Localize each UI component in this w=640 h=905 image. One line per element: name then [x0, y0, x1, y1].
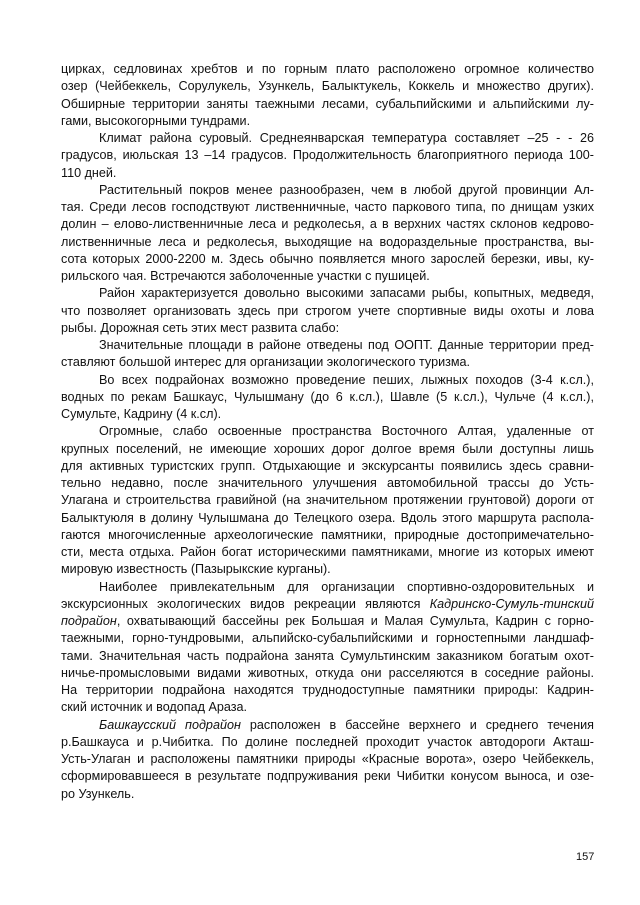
text-line: [61, 61, 594, 78]
text-run: Наиболее привлекательным для организации спортивно-оздоровительных и: [99, 579, 594, 594]
paragraph: [61, 372, 594, 424]
text-run: сота которых 2000-2200 м. Здесь обычно появляется много зарослей березки, ивы, ку-: [61, 251, 594, 266]
text-run: крупных поселений, не имеющие хороших дорог долгое время были доступны лишь: [61, 441, 594, 456]
text-line: [61, 734, 594, 751]
text-run: ничье-промысловыми видами животных, откуда они расселяются в соседние районы.: [61, 665, 594, 680]
text-line: [61, 165, 594, 182]
text-line: [61, 216, 594, 233]
page-number: 157: [576, 851, 595, 863]
text-line: [61, 441, 594, 458]
paragraph: [61, 337, 594, 372]
text-line: [61, 510, 594, 527]
text-line: [61, 527, 594, 544]
paragraph: [61, 423, 594, 578]
text-run: Значительные площади в районе отведены под ООПТ. Данные территории пред-: [99, 338, 594, 352]
paragraph: [61, 717, 594, 803]
italic-term: подрайон: [61, 614, 117, 628]
text-run: водных по рекам Башкаус, Чулышману (до 6 к.сл.), Шавле (5 к.сл.), Чульче (4 к.сл.),: [61, 389, 594, 404]
text-run: Сумульте, Кадрину (4 к.сл).: [61, 407, 222, 421]
text-run: Улагана и строительства гравийной (на значительном протяжении грунтовой) дороги от: [61, 493, 594, 508]
text-line: [61, 268, 594, 285]
text-line: [61, 458, 594, 475]
text-run: гаются многочисленные археологические памятники, природные достопримечательно-: [61, 527, 594, 542]
text-run: Усть-Улаган и расположены памятники природы «Красные ворота», озеро Чейбеккель,: [61, 752, 594, 766]
text-line: [61, 768, 594, 785]
text-run: , охватывающий бассейны рек Большая и Малая Сумульта, Кадрин с горно-: [116, 614, 594, 628]
text-line: [61, 423, 594, 440]
text-line: [61, 303, 594, 320]
text-line: [61, 682, 594, 699]
text-run: экскурсионных экологических видов рекреации являются: [61, 596, 430, 611]
text-line: [61, 389, 594, 406]
text-line: [61, 492, 594, 509]
text-line: [61, 251, 594, 268]
text-run: Растительный покров менее разнообразен, чем в любой другой провинции Ал-: [99, 182, 594, 197]
text-run: таежными, горно-тундровыми, альпийско-субальпийскими и горностепными ландшаф-: [61, 631, 594, 646]
text-run: На территории подрайона находятся труднодоступные памятники природы: Кадрин-: [61, 683, 594, 697]
text-line: [61, 648, 594, 665]
text-run: гами, высокогорными тундрами.: [61, 113, 251, 128]
text-run: Климат района суровый. Среднеянварская температура составляет –25 - - 26: [99, 131, 594, 145]
paragraph: [61, 285, 594, 337]
text-run: сти, места отдыха. Район богат историческими памятниками, многие из которых имеют: [61, 545, 594, 559]
text-line: [61, 699, 594, 716]
text-line: [61, 717, 594, 734]
text-run: расположен в бассейне верхнего и среднего течения: [240, 717, 594, 732]
text-line: [61, 475, 594, 492]
text-line: [61, 147, 594, 164]
text-line: [61, 786, 594, 803]
text-run: мировую известность (Пазырыкские курганы).: [61, 562, 331, 577]
text-run: Обширные территории заняты таежными лесами, субальпийскими и альпийскими лу-: [61, 96, 594, 111]
text-line: [61, 406, 594, 423]
text-run: 110 дней.: [61, 165, 117, 180]
paragraph: [61, 61, 594, 130]
italic-term: Кадринско-Сумуль-тинский: [429, 596, 594, 611]
text-line: [61, 320, 594, 337]
text-run: цирках, седловинах хребтов и по горным плато расположено огромное количество: [61, 62, 594, 76]
text-line: [61, 544, 594, 561]
text-run: Огромные, слабо освоенные пространства Восточного Алтая, удаленные от: [99, 424, 594, 439]
text-run: озер (Чейбеккель, Сорулукель, Узункель, Балыктукель, Коккель и множество других).: [61, 79, 594, 94]
text-line: [61, 630, 594, 647]
text-run: долин – елово-лиственничные леса и редколесья, а в верхних частях склонов кедрово-: [61, 217, 594, 232]
text-line: [61, 613, 594, 630]
text-run: сформировавшееся в результате подпруживания реки Чибитки конусом выноса, и озе-: [61, 769, 594, 784]
text-run: тельно недавно, после значительного улучшения автомобильной трассы до Усть-: [61, 476, 594, 490]
text-run: Район характеризуется довольно высокими запасами рыбы, копытных, медведя,: [99, 286, 594, 301]
text-line: [61, 596, 594, 613]
text-run: Балыктуюля в долину Чулышмана до Телецкого озера. Вдоль этого маршрута распола-: [61, 510, 594, 525]
text-run: лиственничные леса и редколесья, выходящие на водораздельные пространства, вы-: [61, 234, 594, 249]
text-run: градусов, июльская 13 –14 градусов. Продолжительность благоприятного периода 100-: [61, 148, 594, 163]
text-line: [61, 579, 594, 596]
text-line: [61, 113, 594, 130]
text-line: [61, 285, 594, 302]
text-line: [61, 354, 594, 371]
italic-term: Башкаусский подрайон: [99, 717, 241, 732]
text-run: для активных туристских групп. Отдыхающие и экскурсанты появились здесь сравни-: [61, 458, 594, 473]
text-run: рыбы. Дорожная сеть этих мест развита слабо:: [61, 320, 340, 335]
text-run: ский источник и водопад Араза.: [61, 700, 247, 715]
text-line: [61, 234, 594, 251]
text-line: [61, 199, 594, 216]
text-line: [61, 337, 594, 354]
text-run: рильского чая. Встречаются заболоченные участки с пушицей.: [61, 269, 430, 283]
paragraph: [61, 579, 594, 717]
text-run: что позволяет организовать здесь при строгом учете спортивные виды охоты и лова: [61, 303, 594, 318]
paragraph: [61, 130, 594, 182]
text-line: [61, 372, 594, 389]
text-run: Во всех подрайонах возможно проведение пеших, лыжных походов (3-4 к.сл.),: [99, 372, 594, 387]
text-line: [61, 78, 594, 95]
text-line: [61, 96, 594, 113]
text-run: ставляют большой интерес для организации экологического туризма.: [61, 355, 471, 370]
text-run: тая. Среди лесов господствуют лиственничные, часто паркового типа, по днищам узких: [61, 200, 594, 214]
text-run: р.Башкауса и р.Чибитка. По долине последней проходит участок автодороги Акташ-: [61, 734, 594, 749]
text-run: ро Узункель.: [61, 786, 135, 801]
text-line: [61, 182, 594, 199]
text-line: [61, 130, 594, 147]
text-line: [61, 751, 594, 768]
text-run: тами. Значительная часть подрайона занята Сумультинским заказником богатым охот-: [61, 648, 594, 663]
text-line: [61, 561, 594, 578]
text-line: [61, 665, 594, 682]
paragraph: [61, 182, 594, 286]
body-text: [61, 61, 594, 803]
